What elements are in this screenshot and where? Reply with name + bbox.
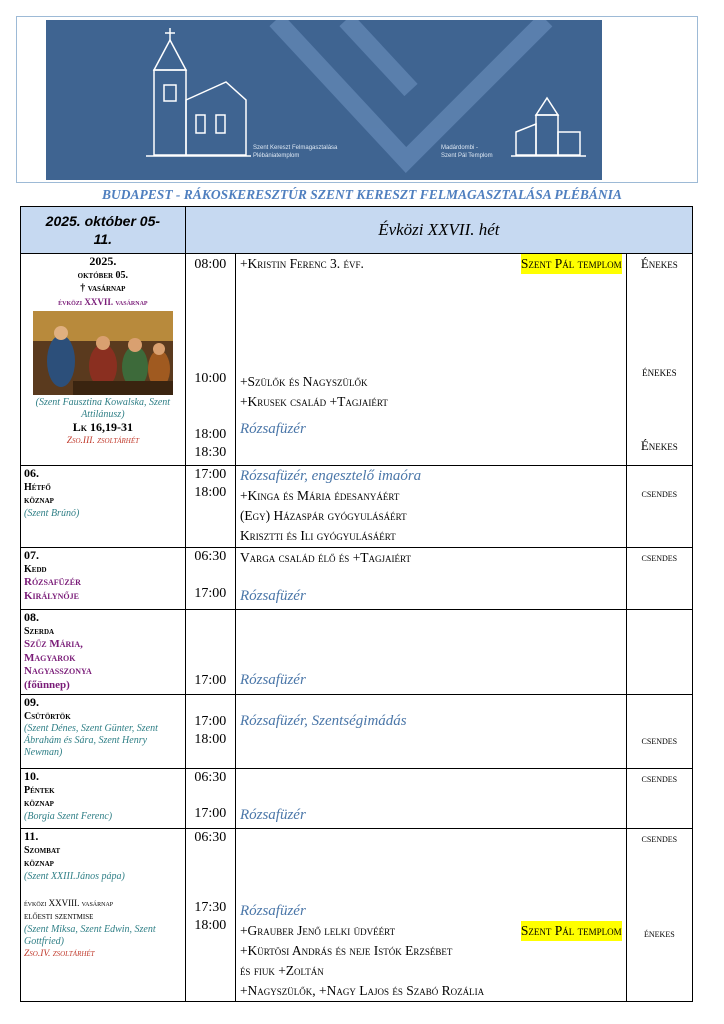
weekly-schedule-table [20,206,693,1002]
intention-cell: Rózsafüzér +Grauber Jenő lelki üdvéért Szent Pál templom +Kürtösi András és neje Istók Erzsébet és fiuk +Zoltán +Nagyszülők, +Nagy Lajos és Szabó Rozália [235,829,626,1002]
time-cell: 17:00 [185,610,235,695]
time-cell: 08:00 10:00 18:00 18:30 [185,254,235,466]
day-row-sunday [21,254,693,466]
day-cell: 08. Szerda Szűz Mária, Magyarok Nagyasszonya (főünnep) [21,610,186,695]
mass-type-cell: csendes [626,466,692,548]
time-cell: 06:30 17:30 18:00 [185,829,235,1002]
parish-title: BUDAPEST - RÁKOSKERESZTÚR SZENT KERESZT FELMAGASZTALÁSA PLÉBÁNIA [102,187,622,202]
mass-type-cell: csendes [626,695,692,769]
mass-type-cell: csendes [626,769,692,829]
day-row-friday [21,769,693,829]
intention-cell: Rózsafüzér [235,769,626,829]
time-cell: 06:30 17:00 [185,548,235,610]
intention-cell: Rózsafüzér [235,610,626,695]
intention-cell: +Kristin Ferenc 3. évf. Szent Pál templom +Szülők és Nagyszülők +Krusek család +Tagjaiért Rózsafüzér [235,254,626,466]
header-dates: 2025. október 05- 11. [21,207,186,254]
location-badge: Szent Pál templom [521,921,622,941]
day-cell: 11. Szombat köznap (Szent XXIII.János pápa) évközi XXVIII. vasárnap előesti szentmise (Szent Miksa, Szent Edwin, Szent Gottfried) Zso.IV. zsoltárhét [21,829,186,1002]
time-cell: 17:00 18:00 [185,695,235,769]
intention-cell: Rózsafüzér, Szentségimádás [235,695,626,769]
time-cell: 17:00 18:00 [185,466,235,548]
mass-type-cell: csendes [626,548,692,610]
day-cell: 2025. október 05. † vasárnap évközi XXVII. vasárnap (Szent Fausztina Kowalska, Szent Attilánusz) Lk 16,19-31 Zso.III. zsoltárhét [21,254,186,466]
location-badge: Szent Pál templom [521,254,622,274]
day-cell: 06. Hétfő köznap (Szent Brúnó) [21,466,186,548]
day-row-thursday [21,695,693,769]
day-cell: 10. Péntek köznap (Borgia Szent Ferenc) [21,769,186,829]
day-row-wednesday [21,610,693,695]
header-row [21,207,693,254]
mass-type-cell: csendes énekes [626,829,692,1002]
gospel-painting-image [33,311,173,395]
mass-type-cell [626,610,692,695]
day-row-saturday [21,829,693,1002]
day-row-tuesday [21,548,693,610]
day-cell: 09. Csütörtök (Szent Dénes, Szent Günter, Szent Ábrahám és Sára, Szent Henry Newman) [21,695,186,769]
parish-banner [46,20,602,180]
day-cell: 07. Kedd Rózsafüzér Királynője [21,548,186,610]
intention-cell: Varga család élő és +Tagjaiért Rózsafüzér [235,548,626,610]
time-cell: 06:30 17:00 [185,769,235,829]
header-week: Évközi XXVII. hét [185,207,692,254]
banner-caption-left: Szent Kereszt Felmagasztalása Plébániatemplom [253,145,338,159]
mass-type-cell: Énekes énekes Énekes [626,254,692,466]
day-row-monday [21,466,693,548]
banner-caption-right: Madárdombi - Szent Pál Templom [441,145,493,159]
intention-cell: Rózsafüzér, engesztelő imaóra +Kinga és Mária édesanyáért (Egy) Házaspár gyógyulásáért Krisztti és Ili gyógyulásáért [235,466,626,548]
